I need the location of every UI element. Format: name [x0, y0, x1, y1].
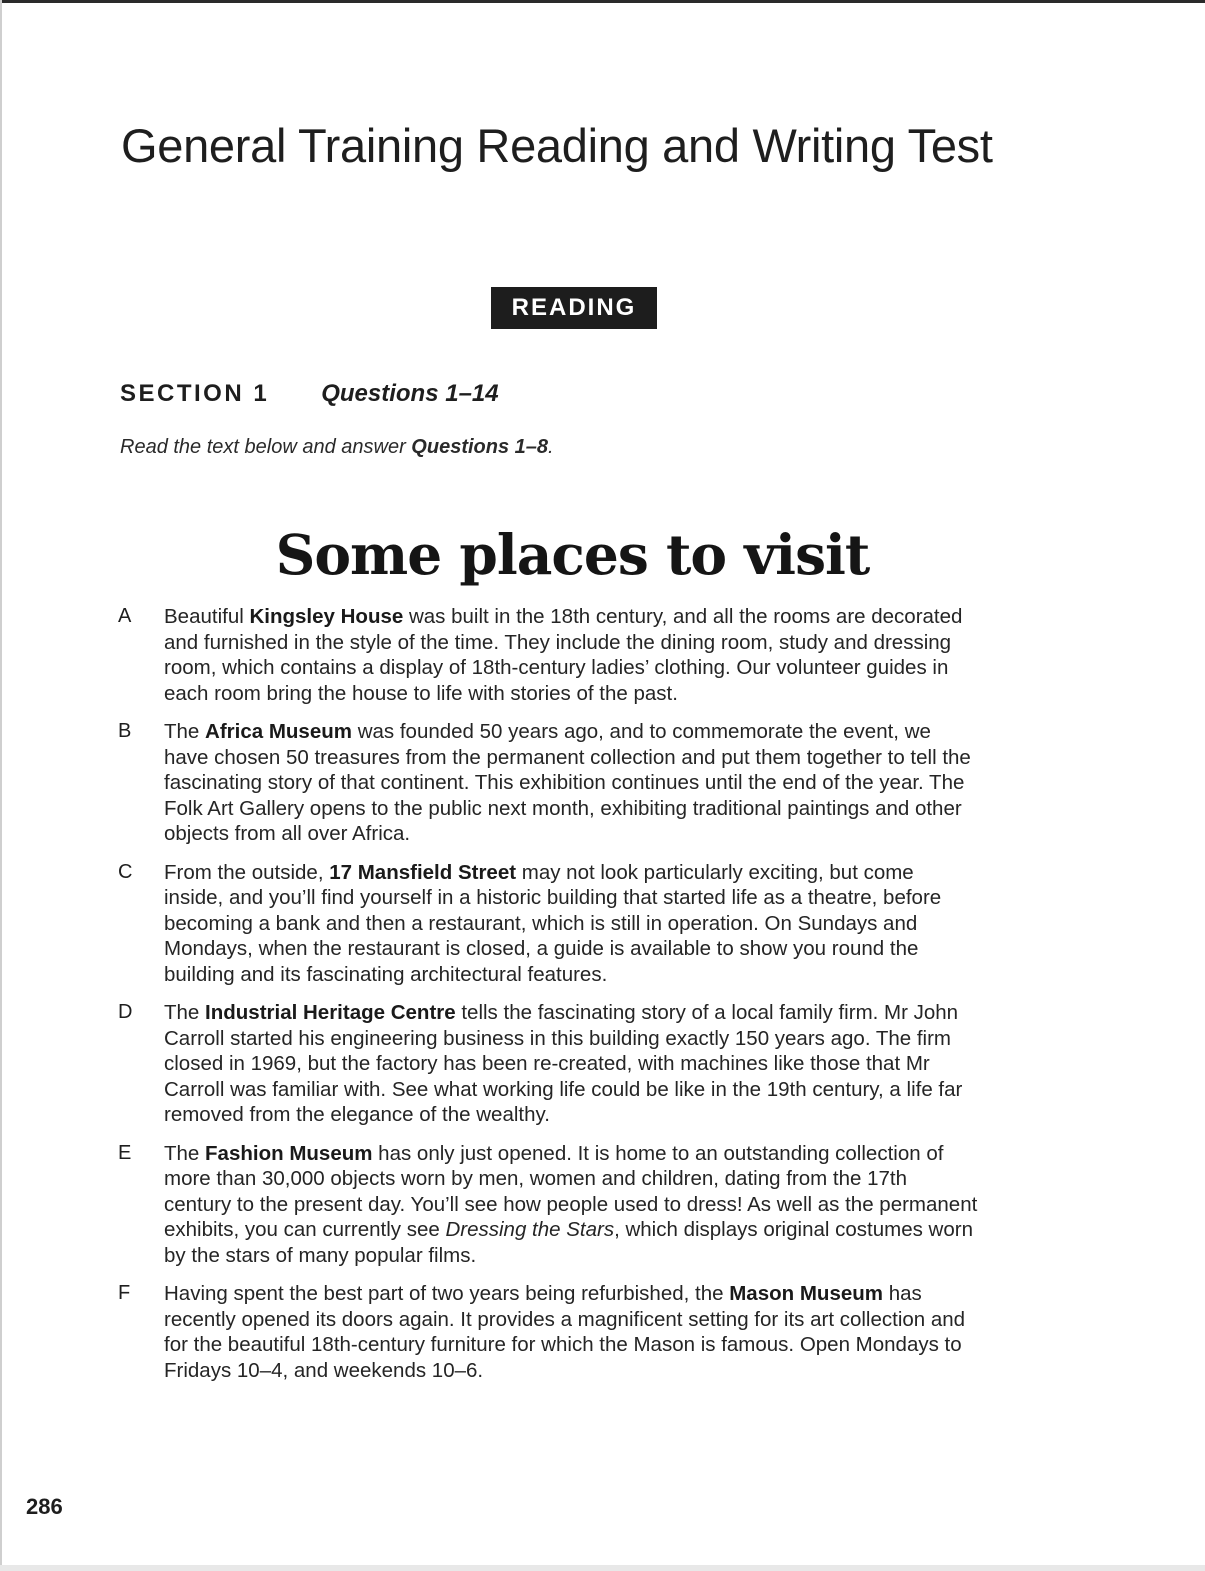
- place-letter: C: [118, 860, 133, 883]
- top-border-line: [0, 0, 1205, 3]
- reading-instruction: [120, 436, 554, 459]
- section-label: SECTION 1: [120, 380, 270, 407]
- place-name: Fashion Museum: [205, 1141, 373, 1165]
- place-letter: B: [118, 720, 132, 742]
- place-letter: F: [118, 1282, 131, 1304]
- bottom-border-line: [0, 1565, 1205, 1571]
- section-questions-range: Questions 1–14: [321, 380, 499, 407]
- section-heading: [120, 380, 499, 412]
- article-title: Some places to visit: [275, 522, 870, 587]
- place-item-e: [118, 1141, 978, 1269]
- exhibition-title: Dressing the Stars: [445, 1218, 615, 1241]
- place-text-after: tells the fascinating story of a local family firm. Mr John Carroll started his engineering business in this building exactly 150 years ago. The firm closed in 1969, but the factory has been re-created, with machines like those that Mr Carroll was familiar with. See what working life could be like in the 19th century, a life far removed from the elegance of the wealthy.: [164, 1001, 963, 1126]
- place-text-before: Having spent the best part of two years being refurbished, the: [164, 1282, 730, 1305]
- place-text-before: Beautiful: [164, 605, 250, 628]
- place-name: Africa Museum: [205, 720, 352, 743]
- place-name: Industrial Heritage Centre: [205, 1001, 456, 1024]
- place-letter: D: [118, 1001, 133, 1023]
- place-text-before: The: [164, 1001, 206, 1024]
- places-list: [118, 604, 978, 1396]
- place-text-after: has only just opened. It is home to an outstanding collection of more than 30,000 objects worn by men, women and children, dating from the 17th century to the present day. You’ll see how people used to dress! As well as the permanent exhibits, you can currently see: [164, 1141, 978, 1241]
- page-number: 286: [26, 1494, 63, 1519]
- place-name: 17 Mansfield Street: [329, 860, 517, 884]
- place-text-before: The: [164, 1141, 206, 1165]
- place-text-after: has recently opened its doors again. It provides a magnificent setting for its art collection and for the beautiful 18th-century furniture for which the Mason is famous. Open Mondays to Fridays 10–4, and weekends 10–6.: [164, 1282, 966, 1382]
- place-item-f: [118, 1281, 978, 1383]
- test-title: General Training Reading and Writing Test: [121, 119, 993, 172]
- instruction-period: .: [548, 436, 554, 458]
- place-text-before: From the outside,: [164, 860, 330, 884]
- left-border-line: [0, 0, 2, 1571]
- reading-badge: READING: [491, 287, 657, 329]
- instruction-text: Read the text below and answer: [120, 436, 412, 458]
- place-letter: A: [118, 605, 132, 627]
- place-item-d: [118, 1000, 978, 1128]
- place-letter: E: [118, 1141, 132, 1164]
- place-item-a: [118, 604, 978, 706]
- instruction-questions: Questions 1–8: [411, 436, 549, 458]
- place-text-after: was founded 50 years ago, and to commemorate the event, we have chosen 50 treasures from the permanent collection and put them together to tell the fascinating story of that continent. This exhibition continues until the end of the year. The Folk Art Gallery opens to the public next month, exhibiting traditional paintings and other objects from all over Africa.: [164, 720, 971, 845]
- place-text-before: The: [164, 720, 206, 743]
- place-text-tail: , which displays original costumes worn by the stars of many popular films.: [164, 1218, 973, 1267]
- place-name: Kingsley House: [249, 605, 404, 628]
- place-text-after: was built in the 18th century, and all the rooms are decorated and furnished in the style of the time. They include the dining room, study and dressing room, which contains a display of 18th-century ladies’ clothing. Our volunteer guides in each room bring the house to life with stories of the past.: [164, 605, 963, 705]
- place-text-after: may not look particularly exciting, but come inside, and you’ll find yourself in a historic building that started life as a theatre, before becoming a bank and then a restaurant, which is still in operation. On Sundays and Mondays, when the restaurant is closed, a guide is available to show you round the building and its fascinating architectural features.: [164, 860, 942, 986]
- place-name: Mason Museum: [729, 1282, 884, 1305]
- place-item-c: [118, 860, 978, 988]
- place-item-b: [118, 719, 978, 847]
